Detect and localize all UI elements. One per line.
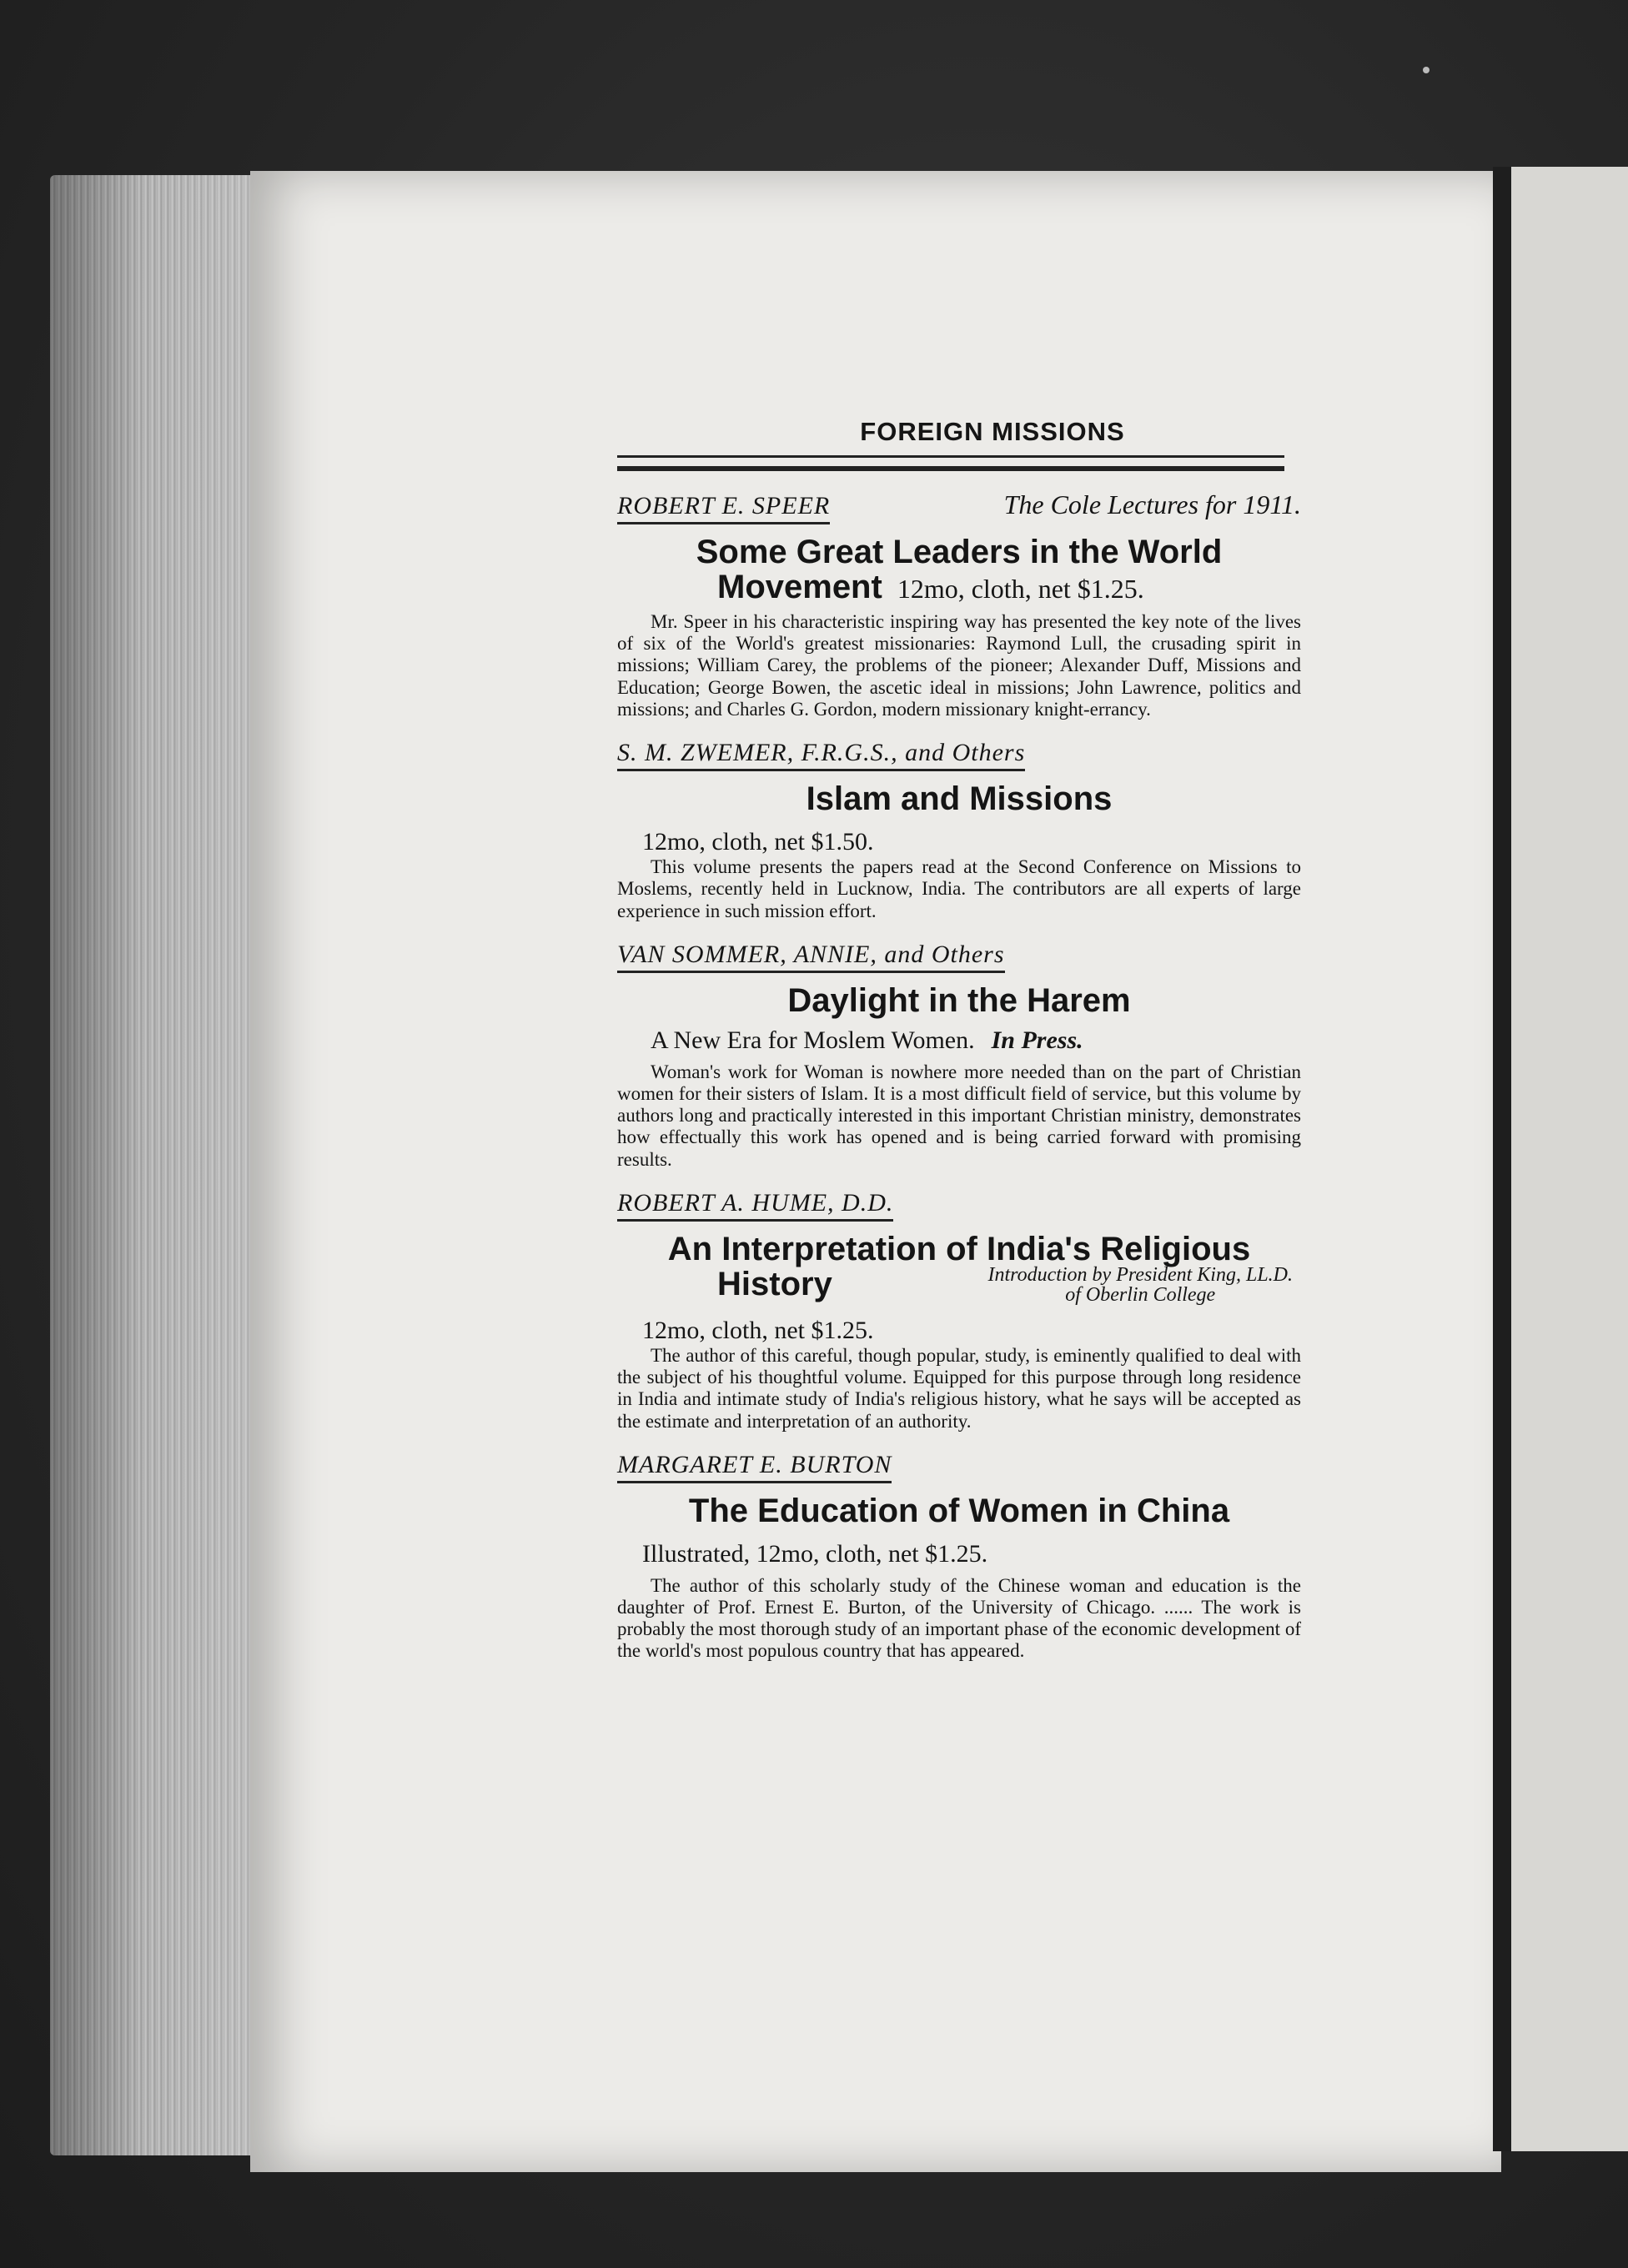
book-title: Islam and Missions xyxy=(806,780,1113,818)
author-name: S. M. ZWEMER, F.R.G.S., and Others xyxy=(617,739,1025,771)
price-info: 12mo, cloth, net $1.50. xyxy=(642,828,874,856)
book-title: An Interpretation of India's Religious xyxy=(667,1230,1251,1267)
facing-page-edge xyxy=(1511,167,1628,2151)
page-header: FOREIGN MISSIONS xyxy=(860,417,1125,446)
book-description: The author of this careful, though popular, study, is eminently qualified to deal with the subject of his thoughtful volume. Equipped for this purpose through long residence in India and intimate study of India's religious history, what he says will be accepted as the estimate and interpretation of an authority. xyxy=(617,1344,1301,1432)
publication-status: In Press. xyxy=(991,1026,1083,1054)
book-listing-burton xyxy=(617,1451,1301,1663)
author-line xyxy=(617,1451,1301,1483)
author-name: ROBERT A. HUME, D.D. xyxy=(617,1189,893,1222)
author-name: ROBERT E. SPEER xyxy=(617,492,830,524)
price-info: Illustrated, 12mo, cloth, net $1.25. xyxy=(642,1539,988,1568)
introduction-credit xyxy=(987,1265,1293,1305)
intro-line: of Oberlin College xyxy=(1065,1283,1216,1306)
intro-line: Introduction by President King, LL.D. xyxy=(987,1263,1293,1286)
book-listing-speer xyxy=(617,489,1301,720)
dust-speck xyxy=(1423,67,1430,73)
series-note: The Cole Lectures for 1911. xyxy=(1003,489,1301,519)
book-title: Daylight in the Harem xyxy=(787,981,1131,1019)
author-name: VAN SOMMER, ANNIE, and Others xyxy=(617,941,1005,973)
author-name: MARGARET E. BURTON xyxy=(617,1451,892,1483)
book-description: The author of this scholarly study of the Chinese woman and education is the daughter of Prof. Ernest E. Burton, of the University of Chicago. ...... The work is probably the most thorough study of an important phase of the economic development of the world's most populous country that has appeared. xyxy=(617,1574,1301,1662)
book-subtitle-line xyxy=(617,1026,1301,1055)
author-line xyxy=(617,1189,1301,1222)
book-listing-zwemer xyxy=(617,739,1301,922)
author-line xyxy=(617,739,1301,771)
book-description: Mr. Speer in his characteristic inspiring way has presented the key note of the lives of six of the World's greatest missionaries: Raymond Lull, the crusading spirit in missions; William Carey, the problems of the pioneer; Alexander Duff, Missions and Education; George Bowen, the ascetic ideal in missions; John Lawrence, politics and missions; and Charles G. Gordon, modern missionary knight-errancy. xyxy=(617,611,1301,720)
book-title-continued xyxy=(617,570,1301,605)
header-rule xyxy=(617,455,1284,471)
book-listing-hume xyxy=(617,1189,1301,1433)
book-title: Some Great Leaders in the World xyxy=(696,534,1223,570)
book-listing-van-sommer xyxy=(617,941,1301,1171)
author-line xyxy=(617,489,1301,524)
book-edge-shadow xyxy=(50,175,284,2155)
book-gutter xyxy=(1493,167,1511,2151)
book-title: The Education of Women in China xyxy=(688,1492,1230,1529)
book-title-line2: History xyxy=(717,1265,832,1302)
book-description: This volume presents the papers read at the Second Conference on Missions to Moslems, recently held in Lucknow, India. The contributors are all experts of large experience in such mission effort. xyxy=(617,856,1301,921)
price-info: 12mo, cloth, net $1.25. xyxy=(642,1316,874,1344)
book-subtitle: A New Era for Moslem Women. xyxy=(651,1026,975,1054)
book-description: Woman's work for Woman is nowhere more needed than on the part of Christian women for their sisters of Islam. It is a most difficult field of service, but this volume by authors long and practically interested in this important Christian ministry, demonstrates how effectually this work has opened and is being carried forward with promising results. xyxy=(617,1061,1301,1170)
book-title-line2: Movement xyxy=(717,569,882,605)
title-and-intro xyxy=(617,1263,1301,1306)
price-info: 12mo, cloth, net $1.25. xyxy=(897,574,1144,604)
page-content xyxy=(617,417,1301,1663)
author-line xyxy=(617,941,1301,973)
